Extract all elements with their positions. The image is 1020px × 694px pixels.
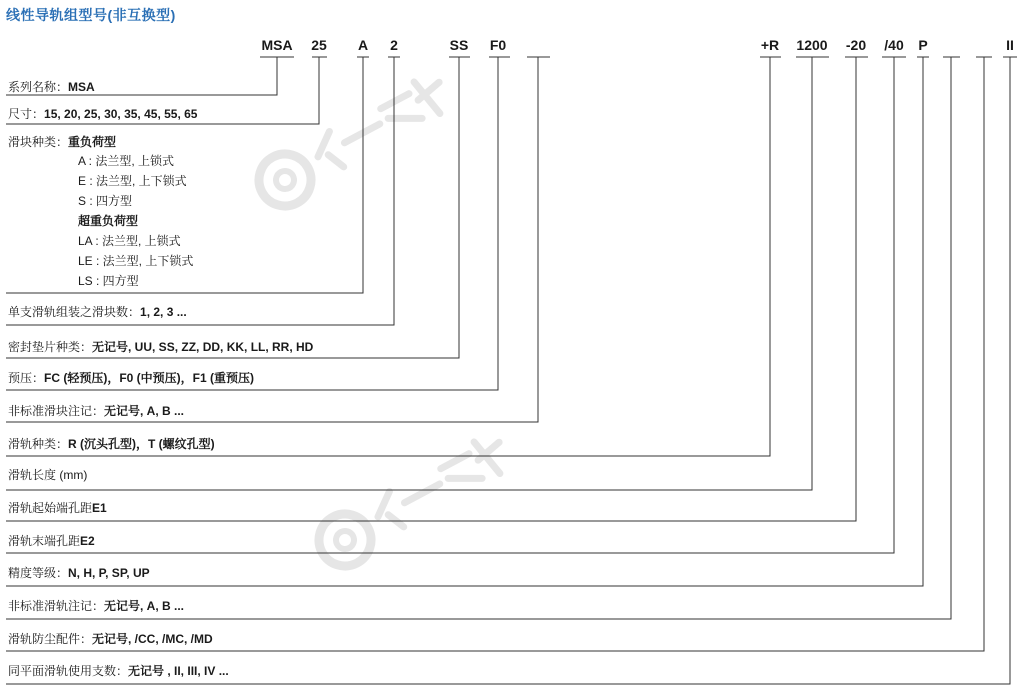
spec-label-name: 滑轨末端孔距	[8, 534, 81, 548]
spec-label	[8, 80, 95, 95]
watermark-logo-top	[250, 72, 458, 216]
code-segment-12: P	[918, 37, 928, 53]
spec-label	[8, 107, 197, 122]
block-type-option: E : 法兰型, 上下锁式	[78, 174, 187, 188]
spec-label-value: E1	[92, 501, 107, 515]
spec-label-value: 无记号, UU, SS, ZZ, DD, KK, LL, RR, HD	[92, 340, 314, 354]
spec-label	[8, 340, 313, 355]
spec-label-value: MSA	[68, 80, 95, 94]
block-type-option: 超重负荷型	[78, 214, 139, 228]
spec-label-name: 非标准滑块注记：	[8, 404, 105, 418]
spec-label-name: 预压：	[8, 371, 45, 385]
spec-label-name: 尺寸：	[8, 107, 45, 121]
spec-label	[8, 566, 150, 581]
spec-label-name: 滑块种类：	[8, 135, 69, 149]
spec-label	[8, 371, 254, 386]
spec-label	[8, 599, 184, 614]
spec-label	[8, 305, 187, 320]
spec-label-name: 密封垫片种类：	[8, 340, 93, 354]
spec-label-name: 滑轨起始端孔距	[8, 501, 93, 515]
code-segment-15: II	[1006, 37, 1014, 53]
watermark-logo-bottom	[310, 432, 518, 576]
code-segment-2: 25	[311, 37, 327, 53]
code-segment-9: 1200	[796, 37, 828, 53]
spec-label-value: N, H, P, SP, UP	[68, 566, 150, 580]
spec-label-value: 重负荷型	[68, 135, 117, 149]
page-title: 线性导轨组型号(非互换型)	[6, 7, 176, 23]
watermark	[250, 72, 518, 576]
spec-label-name: 单支滑轨组装之滑块数：	[8, 305, 141, 319]
spec-label	[8, 501, 107, 516]
block-type-option: LE : 法兰型, 上下锁式	[78, 254, 194, 268]
block-type-option: LA : 法兰型, 上锁式	[78, 234, 181, 248]
code-segment-1: MSA	[261, 37, 293, 53]
spec-label-name: 精度等级：	[8, 566, 69, 580]
code-segment-3: A	[357, 37, 369, 53]
spec-label-value: 1, 2, 3 ...	[140, 305, 187, 319]
spec-label	[8, 664, 229, 679]
spec-label	[8, 437, 215, 452]
code-segment-11: /40	[884, 37, 904, 53]
code-segment-8: +R	[760, 37, 780, 53]
spec-label	[8, 468, 87, 483]
spec-label	[8, 534, 95, 549]
connector-line	[6, 57, 923, 586]
connector-line	[6, 57, 394, 325]
code-segment-10: -20	[845, 37, 867, 53]
spec-label-value: FC (轻预压)，F0 (中预压)，F1 (重预压)	[44, 371, 254, 385]
spec-label-name: 滑轨防尘配件：	[8, 632, 93, 646]
code-segment-4: 2	[390, 37, 398, 53]
block-type-option: LS : 四方型	[78, 274, 139, 288]
spec-label-value: 无记号, /CC, /MC, /MD	[92, 632, 213, 646]
spec-label-value: 15, 20, 25, 30, 35, 45, 55, 65	[44, 107, 198, 121]
spec-label-value: 无记号, A, B ...	[104, 599, 185, 613]
spec-label-value: 无记号, A, B ...	[104, 404, 185, 418]
spec-label-name: 同平面滑轨使用支数：	[8, 664, 129, 678]
spec-label-value: R (沉头孔型)，T (螺纹孔型)	[68, 437, 215, 451]
spec-label-name: 滑轨长度 (mm)	[8, 468, 88, 482]
spec-label	[8, 404, 184, 419]
code-segment-5: SS	[449, 37, 469, 53]
spec-label-value: E2	[80, 534, 95, 548]
spec-label	[8, 135, 116, 150]
spec-label	[8, 632, 213, 647]
spec-label-name: 系列名称：	[8, 80, 69, 94]
block-type-option: S : 四方型	[78, 194, 133, 208]
spec-label-value: 无记号 , II, III, IV ...	[128, 664, 229, 678]
spec-label-name: 滑轨种类：	[8, 437, 69, 451]
connector-line	[6, 57, 951, 619]
block-type-option: A : 法兰型, 上锁式	[78, 154, 175, 168]
code-segment-6: F0	[489, 37, 507, 53]
spec-label-name: 非标准滑轨注记：	[8, 599, 105, 613]
